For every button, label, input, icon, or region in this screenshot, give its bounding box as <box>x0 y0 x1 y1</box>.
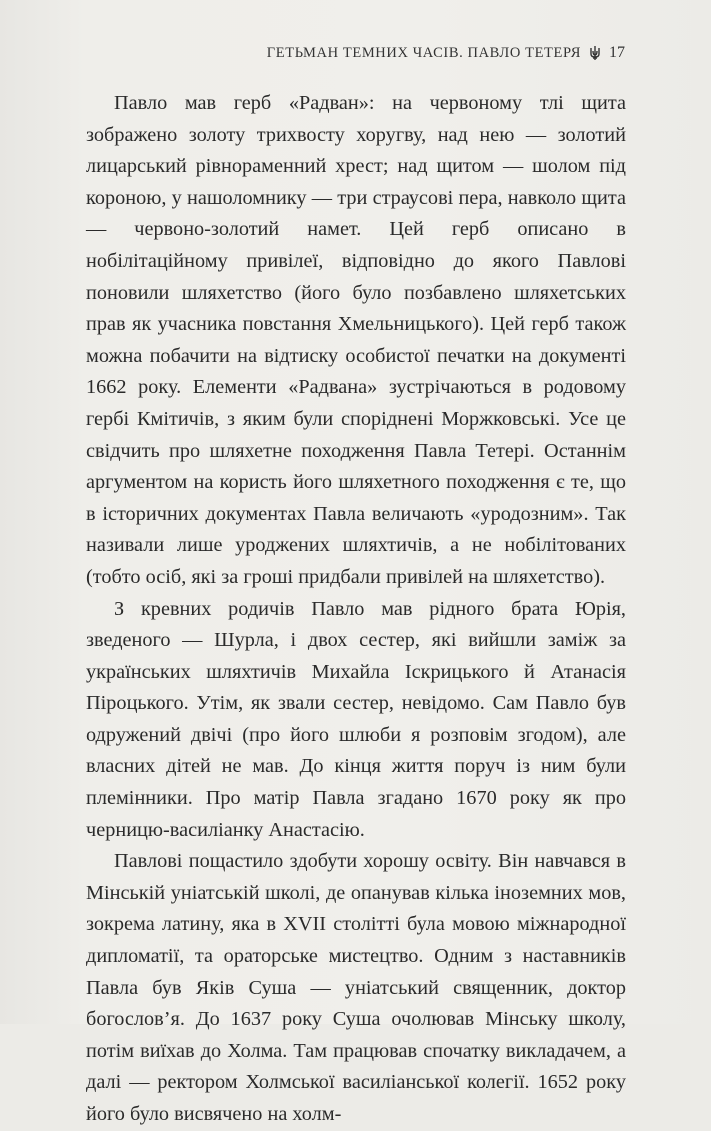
running-header-title: ГЕТЬМАН ТЕМНИХ ЧАСІВ. ПАВЛО ТЕТЕРЯ <box>266 44 581 61</box>
paragraph-relatives: З кревних родичів Павло мав рідного брата Юрія, зведеного — Шурла, і двох сестер, які вийшли заміж за українських шляхтичів Михайла Іскрицького й Атанасія Піроцького. Утім, як звали сестер, невідомо. Сам Павло був одружений двічі (про його шлюби я розповім згодом), але власних дітей не мав. До кінця життя поруч із ним були племінники. Про матір Павла згадано 1670 року як про черницю-василіанку Анастасію. <box>86 597 626 841</box>
paragraph-education: Павлові пощастило здобути хорошу освіту. Він навчався в Мінській уніатській школі, де опанував кілька іноземних мов, зокрема латину, яка в XVII столітті була мовою міжнародної дипломатії, та ораторське мистецтво. Одним з наставників Павла був Яків Суша — уніатський священник, доктор богослов’я. До 1637 року Суша очолював Мінську школу, потім виїхав до Холма. Там працював спочатку викладачем, а далі — ректором Холмської василіанської колегії. 1652 року його було висвячено на холм- <box>86 850 626 1125</box>
page-number: 17 <box>609 44 625 61</box>
paragraph-coat-of-arms: Павло мав герб «Радван»: на червоному тлі щита зображено золоту трихвосту хоругву, над нею — золотий лицарський рівнораменний хрест; над щитом — шолом під короною, у нашоломнику — три страусові пера, навколо щита — червоно-золотий намет. Цей герб описано в нобілітаційному привілеї, відповідно до якого Павлові поновили шляхетство (його було позбавлено шляхетських прав як учасника повстання Хмельницького). Цей герб також можна побачити на відтиску особистої печатки на документі 1662 року. Елементи «Радвана» зустрічаються в родовому гербі Кмітичів, з яким були споріднені Моржковські. Усе це свідчить про шляхетне походження Павла Тетері. Останнім аргументом на користь його шляхетного походження є те, що в історичних документах Павла величають «уродозним». Так називали лише уроджених шляхтичів, а не нобілітованих (тобто осіб, які за гроші придбали привілей на шляхетство). <box>86 92 626 588</box>
running-header <box>267 44 625 62</box>
body-text <box>86 88 626 1131</box>
trident-icon <box>589 45 601 61</box>
